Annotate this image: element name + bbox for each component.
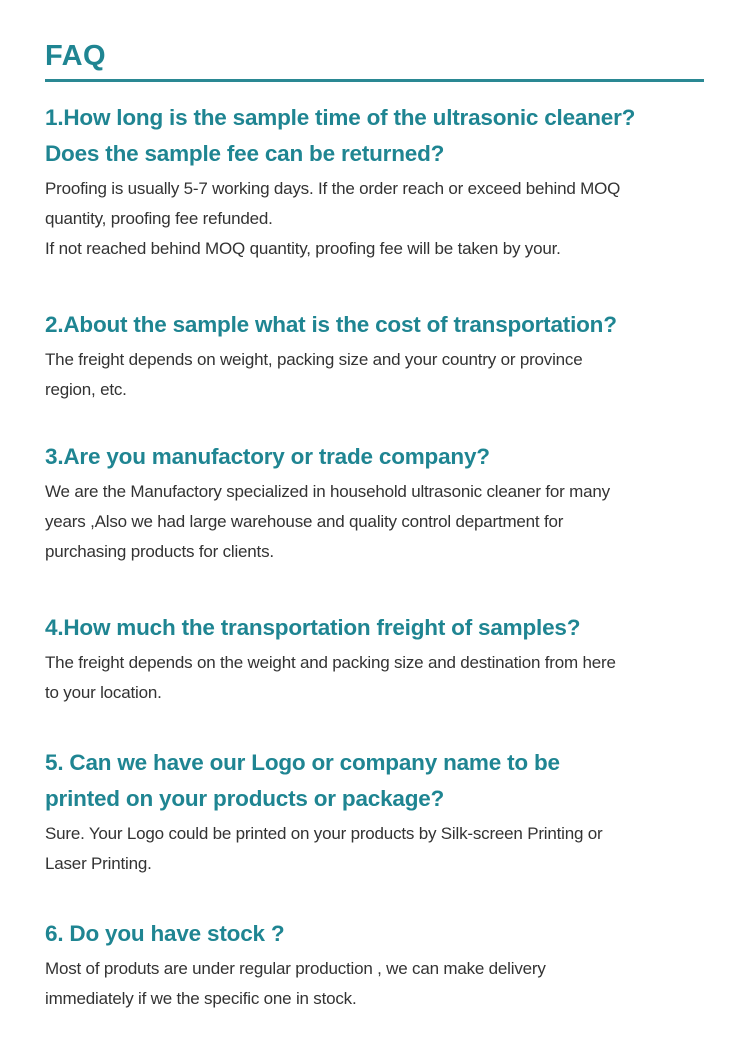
faq-item-4 — [45, 610, 710, 708]
faq-item-5 — [45, 745, 710, 879]
faq-answer — [45, 648, 710, 708]
faq-question — [45, 916, 710, 952]
faq-answer — [45, 477, 710, 567]
title-divider — [45, 79, 704, 82]
faq-item-6 — [45, 916, 710, 1014]
faq-question — [45, 439, 710, 475]
answer-line: immediately if we the specific one in stock. — [45, 989, 357, 1008]
answer-line: purchasing products for clients. — [45, 542, 274, 561]
question-line: 5. Can we have our Logo or company name to be — [45, 750, 560, 775]
question-line: 3.Are you manufactory or trade company? — [45, 444, 490, 469]
faq-answer — [45, 345, 710, 405]
faq-question — [45, 610, 710, 646]
faq-question — [45, 100, 710, 172]
faq-question — [45, 307, 710, 343]
question-line: 6. Do you have stock ? — [45, 921, 285, 946]
answer-line: Laser Printing. — [45, 854, 152, 873]
faq-answer — [45, 819, 710, 879]
faq-answer — [45, 174, 710, 264]
page-title: FAQ — [45, 40, 107, 72]
answer-line: years ,Also we had large warehouse and quality control department for — [45, 512, 564, 531]
answer-line: The freight depends on the weight and packing size and destination from here — [45, 653, 616, 672]
answer-line: We are the Manufactory specialized in household ultrasonic cleaner for many — [45, 482, 610, 501]
question-line: Does the sample fee can be returned? — [45, 141, 445, 166]
answer-line: Sure. Your Logo could be printed on your products by Silk-screen Printing or — [45, 824, 603, 843]
faq-item-3 — [45, 439, 710, 567]
answer-line: If not reached behind MOQ quantity, proofing fee will be taken by your. — [45, 239, 561, 258]
faq-answer — [45, 954, 710, 1014]
answer-line: Proofing is usually 5-7 working days. If the order reach or exceed behind MOQ — [45, 179, 621, 198]
question-line: 4.How much the transportation freight of samples? — [45, 615, 581, 640]
answer-line: quantity, proofing fee refunded. — [45, 209, 273, 228]
answer-line: to your location. — [45, 683, 162, 702]
answer-line: The freight depends on weight, packing size and your country or province — [45, 350, 583, 369]
question-line: 1.How long is the sample time of the ultrasonic cleaner? — [45, 105, 636, 130]
faq-item-1 — [45, 100, 710, 264]
question-line: printed on your products or package? — [45, 786, 445, 811]
question-line: 2.About the sample what is the cost of transportation? — [45, 312, 617, 337]
answer-line: Most of produts are under regular production , we can make delivery — [45, 959, 546, 978]
faq-question — [45, 745, 710, 817]
faq-item-2 — [45, 307, 710, 405]
answer-line: region, etc. — [45, 380, 127, 399]
